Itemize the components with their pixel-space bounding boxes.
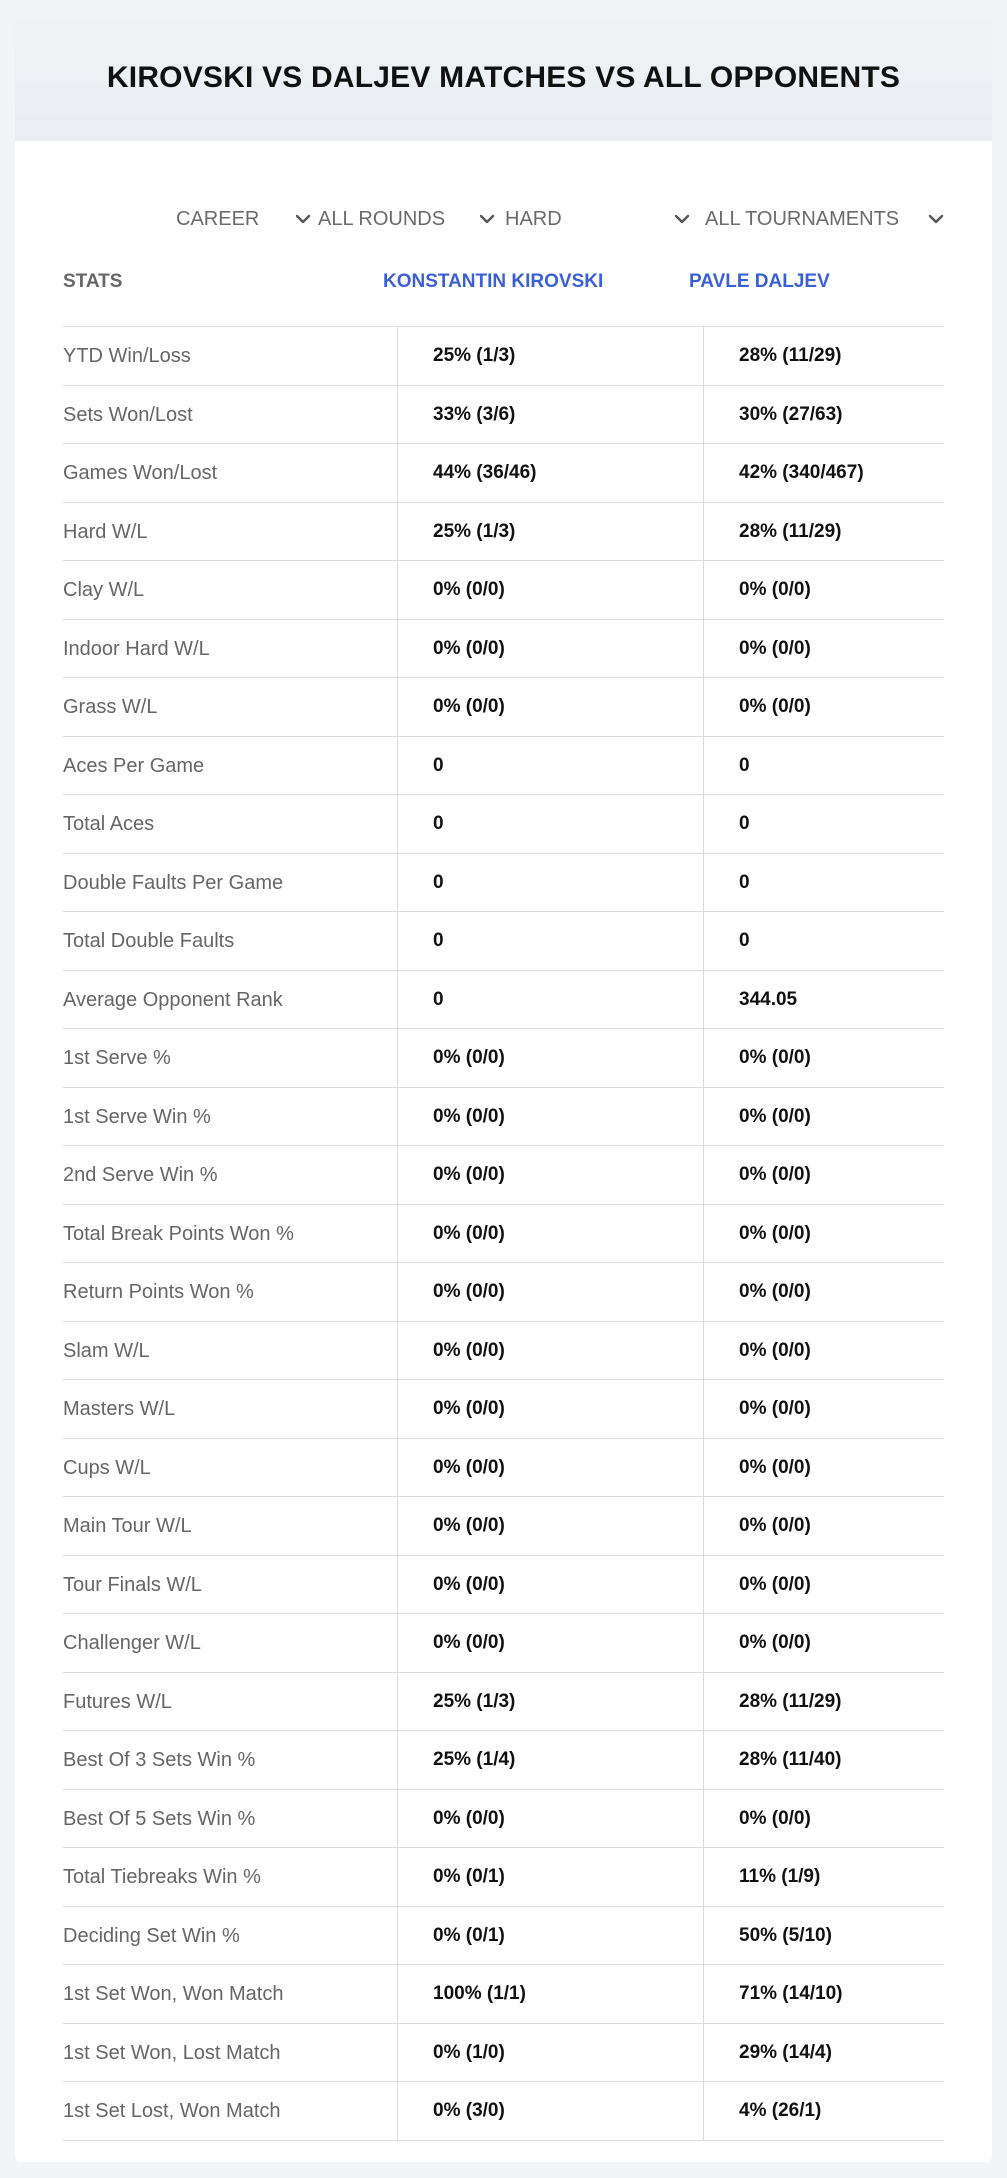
player2-stat-value: 28% (11/40) <box>739 1749 842 1770</box>
player1-stat-value: 0 <box>433 930 444 951</box>
stat-label: Games Won/Lost <box>63 462 218 484</box>
stat-label: Cups W/L <box>63 1456 151 1479</box>
player1-stat-value: 0% (0/0) <box>433 1339 505 1361</box>
player2-name-link[interactable]: PAVLE DALJEV <box>689 271 830 292</box>
player2-stat-value: 344.05 <box>739 988 798 1010</box>
player1-stat-value: 0% (0/0) <box>433 579 505 600</box>
stat-label: Tour Finals W/L <box>63 1573 202 1596</box>
table-row <box>63 1088 944 1147</box>
player2-stat-value: 0% (0/0) <box>739 1222 811 1244</box>
player2-stat-value: 0% (0/0) <box>739 637 811 659</box>
table-row <box>63 678 944 737</box>
card-header <box>15 15 992 141</box>
career-filter-select[interactable] <box>176 201 314 237</box>
player1-stat-value: 0% (0/1) <box>433 1866 505 1887</box>
stat-label: 1st Set Lost, Won Match <box>63 2100 281 2122</box>
table-row <box>63 1029 944 1088</box>
stat-label: 1st Serve % <box>63 1047 171 1069</box>
player2-stat-value: 0% (0/0) <box>739 1456 811 1478</box>
stat-label: Total Aces <box>63 813 155 835</box>
stat-label: 2nd Serve Win % <box>63 1164 218 1186</box>
filter-label: CAREER <box>176 207 260 230</box>
stats-table <box>63 255 944 2141</box>
table-row <box>63 327 944 386</box>
chevron-down-icon <box>476 208 498 230</box>
player1-stat-value: 0% (0/0) <box>433 1398 505 1419</box>
player2-stat-value: 42% (340/467) <box>739 462 864 483</box>
stat-label: Total Break Points Won % <box>63 1222 294 1245</box>
player2-stat-value: 0 <box>739 813 750 834</box>
tournaments-filter-select[interactable] <box>705 201 947 237</box>
stat-label: Double Faults Per Game <box>63 871 284 894</box>
filter-label: HARD <box>505 207 562 230</box>
table-row <box>63 386 944 445</box>
chevron-down-icon <box>671 208 693 230</box>
table-row <box>63 2024 944 2083</box>
stat-label: Futures W/L <box>63 1690 172 1713</box>
table-row <box>63 1731 944 1790</box>
page-title: KIROVSKI VS DALJEV MATCHES VS ALL OPPONENTS <box>106 61 901 94</box>
stat-label: Grass W/L <box>63 696 158 718</box>
player1-stat-value: 0 <box>433 871 444 893</box>
stat-label: YTD Win/Loss <box>63 345 191 367</box>
table-row <box>63 1380 944 1439</box>
stat-label: Average Opponent Rank <box>63 988 283 1011</box>
stat-label: 1st Set Won, Won Match <box>63 1983 284 2005</box>
table-row <box>63 503 944 562</box>
table-row <box>63 912 944 971</box>
table-row <box>63 1439 944 1498</box>
table-row <box>63 444 944 503</box>
player1-name-link[interactable]: KONSTANTIN KIROVSKI <box>383 271 604 292</box>
player2-stat-value: 0% (0/0) <box>739 1339 811 1361</box>
player1-stat-value: 0 <box>433 813 444 834</box>
player1-stat-value: 25% (1/3) <box>433 520 516 542</box>
table-row <box>63 1848 944 1907</box>
stat-label: Main Tour W/L <box>63 1515 192 1537</box>
stat-label: Indoor Hard W/L <box>63 637 210 660</box>
stat-label: Slam W/L <box>63 1339 150 1362</box>
player2-stat-value: 28% (11/29) <box>739 1690 842 1712</box>
stat-label: Best Of 3 Sets Win % <box>63 1749 256 1771</box>
player2-stat-value: 0% (0/0) <box>739 579 811 600</box>
stat-label: Return Points Won % <box>63 1281 254 1303</box>
filter-label: ALL TOURNAMENTS <box>705 207 900 230</box>
player2-stat-value: 29% (14/4) <box>739 2041 832 2063</box>
player1-stat-value: 33% (3/6) <box>433 403 516 425</box>
stat-label: Total Tiebreaks Win % <box>63 1866 261 1888</box>
table-row <box>63 1497 944 1556</box>
player2-stat-value: 4% (26/1) <box>739 2100 822 2121</box>
player2-stat-value: 0% (0/0) <box>739 1164 811 1185</box>
table-row <box>63 1205 944 1264</box>
player2-stat-value: 0% (0/0) <box>739 1281 811 1302</box>
filter-label: ALL ROUNDS <box>318 207 446 230</box>
stat-label: Sets Won/Lost <box>63 403 193 426</box>
column-divider <box>703 327 704 2141</box>
table-row <box>63 1614 944 1673</box>
player2-stat-value: 0% (0/0) <box>739 1573 811 1595</box>
table-row <box>63 1790 944 1849</box>
player1-stat-value: 0% (0/0) <box>433 1573 505 1595</box>
surface-filter-select[interactable] <box>505 201 693 237</box>
table-row <box>63 1146 944 1205</box>
chevron-down-icon <box>292 208 314 230</box>
stat-label: Deciding Set Win % <box>63 1924 240 1947</box>
stat-label: 1st Serve Win % <box>63 1105 211 1128</box>
stat-label: Challenger W/L <box>63 1632 201 1654</box>
player2-stat-value: 11% (1/9) <box>739 1866 821 1887</box>
player2-stat-value: 0% (0/0) <box>739 1047 811 1068</box>
player1-stat-value: 0% (0/0) <box>433 1281 505 1302</box>
player2-stat-value: 0 <box>739 754 750 776</box>
player1-stat-value: 0% (0/1) <box>433 1924 505 1946</box>
table-row <box>63 1907 944 1966</box>
player2-stat-value: 0% (0/0) <box>739 1398 811 1419</box>
player2-stat-value: 0% (0/0) <box>739 1807 811 1829</box>
player2-stat-value: 30% (27/63) <box>739 403 843 425</box>
table-body <box>63 327 944 2141</box>
table-header <box>63 255 944 327</box>
stats-column-header: STATS <box>63 271 123 292</box>
table-row <box>63 737 944 796</box>
table-row <box>63 795 944 854</box>
stat-label: Total Double Faults <box>63 930 235 952</box>
table-row <box>63 1556 944 1615</box>
player1-stat-value: 44% (36/46) <box>433 462 537 483</box>
player2-stat-value: 0% (0/0) <box>739 1515 811 1536</box>
filter-bar <box>15 191 992 247</box>
stat-label: Clay W/L <box>63 579 145 601</box>
player2-stat-value: 28% (11/29) <box>739 345 842 366</box>
player1-stat-value: 25% (1/3) <box>433 345 516 366</box>
player1-stat-value: 0% (0/0) <box>433 1515 505 1536</box>
table-row <box>63 971 944 1030</box>
table-row <box>63 561 944 620</box>
player2-stat-value: 71% (14/10) <box>739 1983 843 2004</box>
player1-stat-value: 0 <box>433 754 444 776</box>
player1-stat-value: 0% (0/0) <box>433 637 505 659</box>
stat-label: Masters W/L <box>63 1398 176 1420</box>
player1-stat-value: 0% (0/0) <box>433 1456 505 1478</box>
table-row <box>63 854 944 913</box>
table-row <box>63 1673 944 1732</box>
stat-label: 1st Set Won, Lost Match <box>63 2041 281 2064</box>
player2-stat-value: 0% (0/0) <box>739 696 811 717</box>
player1-stat-value: 0% (0/0) <box>433 1632 505 1653</box>
player1-stat-value: 100% (1/1) <box>433 1983 526 2004</box>
player2-stat-value: 0% (0/0) <box>739 1632 811 1653</box>
table-row <box>63 620 944 679</box>
chevron-down-icon <box>925 208 947 230</box>
player2-stat-value: 0% (0/0) <box>739 1105 811 1127</box>
player2-stat-value: 50% (5/10) <box>739 1924 832 1946</box>
table-row <box>63 2082 944 2141</box>
rounds-filter-select[interactable] <box>318 201 498 237</box>
stat-label: Hard W/L <box>63 520 148 543</box>
player2-stat-value: 0 <box>739 871 750 893</box>
table-row <box>63 1322 944 1381</box>
stats-card <box>15 15 992 2162</box>
player1-stat-value: 0 <box>433 988 444 1010</box>
player1-stat-value: 0% (0/0) <box>433 1047 505 1068</box>
table-row <box>63 1965 944 2024</box>
stat-label: Aces Per Game <box>63 754 205 777</box>
player1-stat-value: 0% (0/0) <box>433 696 505 717</box>
player1-stat-value: 0% (0/0) <box>433 1222 505 1244</box>
stat-label: Best Of 5 Sets Win % <box>63 1807 256 1830</box>
player1-stat-value: 25% (1/4) <box>433 1749 516 1770</box>
player1-stat-value: 0% (0/0) <box>433 1164 505 1185</box>
player1-stat-value: 25% (1/3) <box>433 1690 516 1712</box>
player1-stat-value: 0% (0/0) <box>433 1105 505 1127</box>
column-divider <box>397 327 398 2141</box>
player1-stat-value: 0% (0/0) <box>433 1807 505 1829</box>
player1-stat-value: 0% (3/0) <box>433 2100 505 2121</box>
table-row <box>63 1263 944 1322</box>
player2-stat-value: 28% (11/29) <box>739 520 842 542</box>
player1-stat-value: 0% (1/0) <box>433 2041 505 2063</box>
player2-stat-value: 0 <box>739 930 750 951</box>
